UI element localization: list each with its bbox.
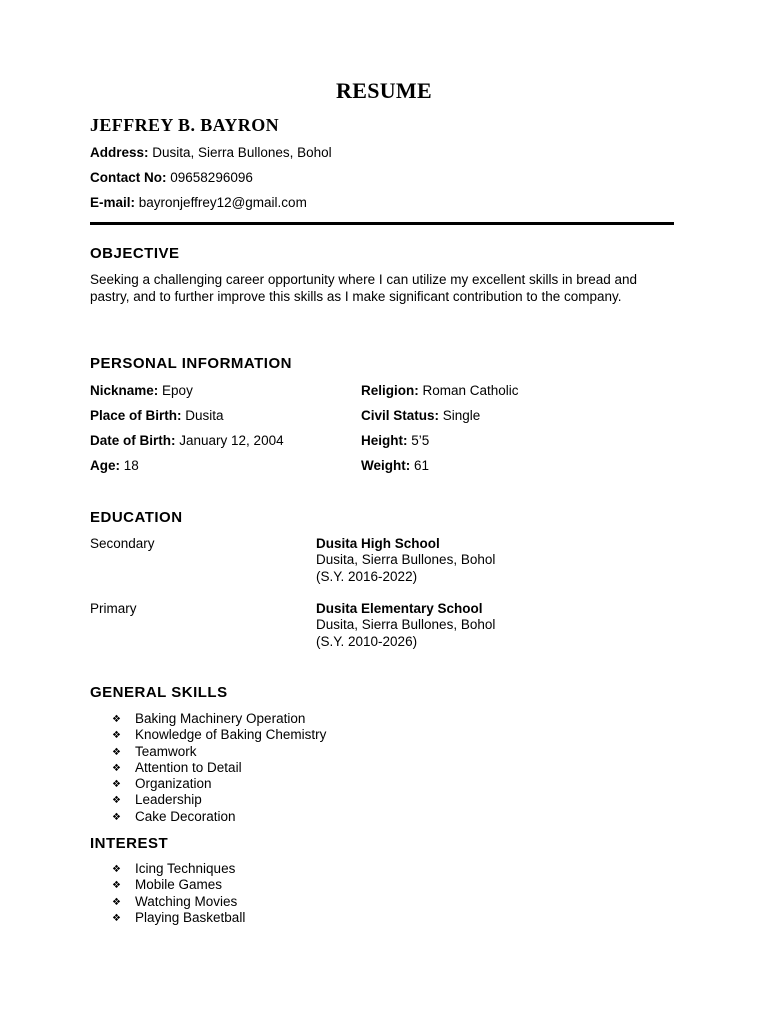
skill-text: Knowledge of Baking Chemistry (135, 727, 327, 743)
general-skills-heading: GENERAL SKILLS (90, 684, 228, 701)
list-item (112, 861, 245, 877)
personal-information-heading: PERSONAL INFORMATION (90, 355, 292, 372)
address-line (90, 144, 332, 162)
primary-level-label: Primary (90, 601, 137, 616)
civil-status-item (361, 407, 480, 425)
secondary-level-label: Secondary (90, 536, 155, 551)
date-of-birth-item (90, 432, 284, 450)
diamond-bullet-icon: ❖ (112, 912, 121, 924)
email-value: bayronjeffrey12@gmail.com (138, 195, 307, 210)
weight-item (361, 457, 429, 475)
diamond-bullet-icon: ❖ (112, 746, 121, 758)
diamond-bullet-icon: ❖ (112, 762, 121, 774)
diamond-bullet-icon: ❖ (112, 795, 121, 807)
secondary-school-details (316, 536, 495, 585)
skill-text: Organization (135, 776, 212, 792)
interest-heading: INTEREST (90, 835, 169, 852)
list-item (112, 760, 326, 776)
religion-item (361, 382, 519, 400)
skill-text: Baking Machinery Operation (135, 711, 306, 726)
secondary-school-years: (S.Y. 2016-2022) (316, 568, 418, 584)
skill-text: Teamwork (135, 743, 197, 759)
contact-number-value: 09658296096 (170, 170, 253, 185)
email-line (90, 194, 307, 212)
weight-value: 61 (414, 458, 430, 473)
contact-number-line (90, 169, 253, 187)
applicant-name: JEFFREY B. BAYRON (90, 115, 279, 135)
diamond-bullet-icon: ❖ (112, 730, 121, 742)
objective-text: Seeking a challenging career opportunity where I can utilize my excellent skills in bread and pastry, and to further improve this skills as I make significant contribution to the company. (90, 272, 638, 304)
date-of-birth-value: January 12, 2004 (179, 433, 284, 448)
diamond-bullet-icon: ❖ (112, 864, 121, 875)
date-of-birth-label: Date of Birth: (90, 433, 176, 448)
diamond-bullet-icon: ❖ (112, 714, 121, 725)
age-value: 18 (123, 458, 139, 473)
diamond-bullet-icon: ❖ (112, 896, 121, 908)
interest-list (112, 861, 245, 926)
height-label: Height: (361, 433, 408, 448)
interest-text: Icing Techniques (135, 861, 236, 876)
height-value: 5’5 (411, 433, 430, 448)
religion-value: Roman Catholic (422, 383, 519, 398)
nickname-label: Nickname: (90, 383, 159, 398)
list-item (112, 792, 326, 808)
nickname-value: Epoy (162, 383, 193, 398)
page-title: RESUME (336, 78, 432, 103)
height-item (361, 432, 429, 450)
secondary-school-name: Dusita High School (316, 536, 440, 551)
objective-heading: OBJECTIVE (90, 245, 180, 262)
address-value: Dusita, Sierra Bullones, Bohol (152, 145, 332, 160)
age-item (90, 457, 139, 475)
list-item (112, 711, 326, 727)
diamond-bullet-icon: ❖ (112, 779, 121, 791)
primary-school-years: (S.Y. 2010-2026) (316, 633, 418, 649)
header-divider (90, 222, 674, 225)
general-skills-list (112, 711, 326, 825)
list-item (112, 910, 245, 926)
primary-school-details (316, 601, 495, 650)
civil-status-label: Civil Status: (361, 408, 440, 423)
religion-label: Religion: (361, 383, 419, 398)
address-label: Address: (90, 145, 149, 160)
place-of-birth-label: Place of Birth: (90, 408, 182, 423)
diamond-bullet-icon: ❖ (112, 880, 121, 892)
list-item (112, 877, 245, 893)
interest-text: Mobile Games (135, 877, 223, 893)
education-heading: EDUCATION (90, 509, 183, 526)
list-item (112, 744, 326, 760)
primary-school-name: Dusita Elementary School (316, 601, 483, 616)
place-of-birth-item (90, 407, 224, 425)
place-of-birth-value: Dusita (185, 408, 224, 423)
interest-text: Playing Basketball (135, 909, 246, 925)
primary-school-location: Dusita, Sierra Bullones, Bohol (316, 617, 496, 633)
weight-label: Weight: (361, 458, 411, 473)
list-item (112, 727, 326, 743)
skill-text: Cake Decoration (135, 808, 236, 824)
skill-text: Leadership (135, 792, 202, 808)
age-label: Age: (90, 458, 120, 473)
civil-status-value: Single (442, 408, 481, 423)
diamond-bullet-icon: ❖ (112, 811, 121, 823)
nickname-item (90, 382, 193, 400)
skill-text: Attention to Detail (135, 759, 242, 775)
contact-number-label: Contact No: (90, 170, 167, 185)
email-label: E-mail: (90, 195, 136, 210)
interest-text: Watching Movies (135, 893, 238, 909)
secondary-school-location: Dusita, Sierra Bullones, Bohol (316, 552, 496, 568)
list-item (112, 776, 326, 792)
list-item (112, 809, 326, 825)
list-item (112, 894, 245, 910)
